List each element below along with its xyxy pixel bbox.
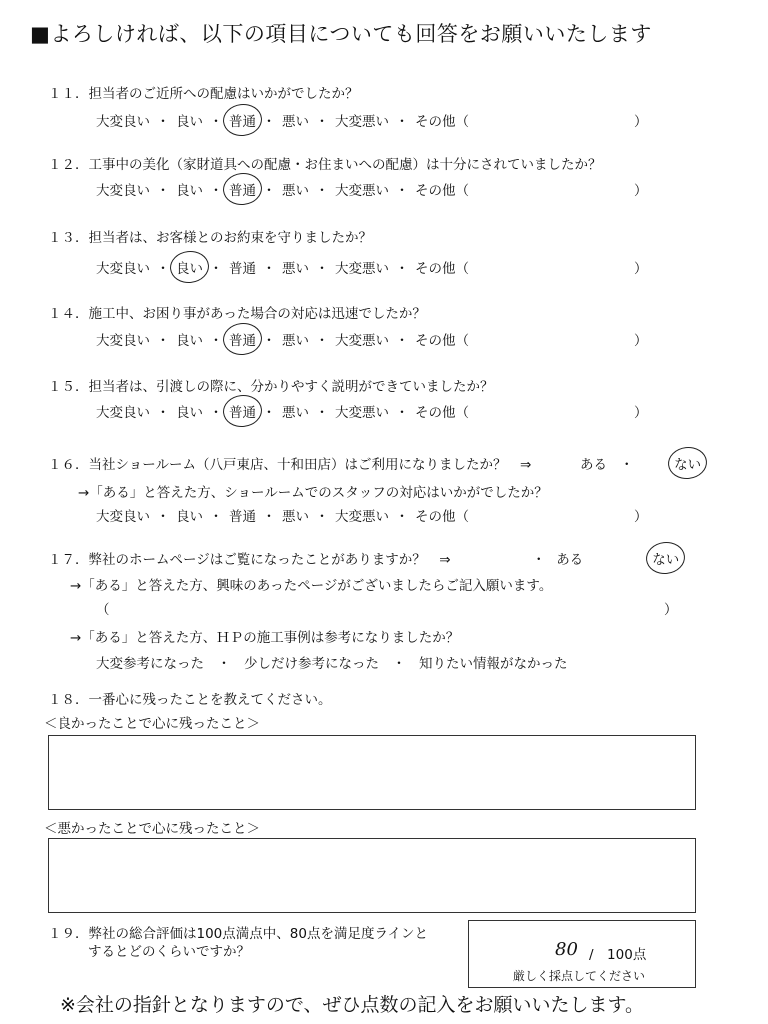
footer-note: ※会社の指針となりますので、ぜひ点数の記入をお願いいたします。 [60,994,645,1016]
q18-bad-label: ＜悪かったことで心に残ったこと＞ [44,821,260,837]
q16-opt-very-good[interactable]: 大変良い [96,509,150,525]
question-13: １３．担当者は、お客様とのお約束を守りましたか？ [48,230,372,246]
q12-opt-good[interactable]: 良い [176,183,203,199]
q13-opt-other[interactable]: その他（ [415,261,469,277]
q15-opt-bad[interactable]: 悪い [282,405,309,421]
q17-separator: ・ [532,552,546,568]
q17-followup-2: →「ある」と答えた方、ＨＰの施工事例は参考になりましたか？ [70,630,460,646]
q15-opt-average-selected[interactable]: 普通 [229,401,256,421]
question-19-line-1: １９．弊社の総合評価は100点満点中、80点を満足度ラインと [48,926,429,942]
q11-close-paren: ） [634,114,648,130]
q16-opt-bad[interactable]: 悪い [282,509,309,525]
q14-close-paren: ） [634,333,648,349]
q13-opt-bad[interactable]: 悪い [282,261,309,277]
q16-followup: →「ある」と答えた方、ショールームでのスタッフの対応はいかがでしたか？ [78,485,548,501]
q12-opt-other[interactable]: その他（ [415,183,469,199]
q14-opt-other[interactable]: その他（ [415,333,469,349]
score-box[interactable] [468,920,696,988]
q14-opt-good[interactable]: 良い [176,333,203,349]
q16-close-paren: ） [634,509,648,525]
q17-opt-somewhat-helpful[interactable]: 少しだけ参考になった [244,656,379,672]
question-14: １４．施工中、お困り事があった場合の対応は迅速でしたか？ [48,306,426,322]
q14-opt-very-bad[interactable]: 大変悪い [335,333,389,349]
question-18: １８．一番心に残ったことを教えてください。 [48,692,332,708]
q13-options: 大変良い ・ 良い ・ 普通 ・ 悪い ・ 大変悪い ・ その他（ [96,257,469,277]
q12-options: 大変良い ・ 良い ・ 普通 ・ 悪い ・ 大変悪い ・ その他（ [96,179,469,199]
q11-opt-average-selected[interactable]: 普通 [229,110,256,130]
question-16: １６．当社ショールーム（八戸東店、十和田店）はご利用になりましたか？ ⇒ [48,457,532,473]
q15-options: 大変良い ・ 良い ・ 普通 ・ 悪い ・ 大変悪い ・ その他（ [96,401,469,421]
q15-opt-very-good[interactable]: 大変良い [96,405,150,421]
q17-followup-1: →「ある」と答えた方、興味のあったページがございましたらご記入願います。 [70,578,553,594]
q12-opt-bad[interactable]: 悪い [282,183,309,199]
q15-opt-good[interactable]: 良い [176,405,203,421]
question-17: １７．弊社のホームページはご覧になったことがありますか？ ⇒ [48,552,451,568]
q13-opt-average[interactable]: 普通 [229,261,256,277]
q12-opt-very-good[interactable]: 大変良い [96,183,150,199]
q15-opt-other[interactable]: その他（ [415,405,469,421]
q11-opt-very-bad[interactable]: 大変悪い [335,114,389,130]
q11-opt-very-good[interactable]: 大変良い [96,114,150,130]
q11-opt-other[interactable]: その他（ [415,114,469,130]
question-12: １２．工事中の美化（家財道具への配慮・お住まいへの配慮）は十分にされていましたか？ [48,157,602,173]
page-title: ■よろしければ、以下の項目についても回答をお願いいたします [30,22,652,46]
q16-separator: ・ [620,457,634,473]
q17-opt-not-helpful[interactable]: 知りたい情報がなかった [419,656,568,672]
question-11: １１．担当者のご近所への配慮はいかがでしたか？ [48,86,359,102]
q14-options: 大変良い ・ 良い ・ 普通 ・ 悪い ・ 大変悪い ・ その他（ [96,329,469,349]
q16-opt-yes[interactable]: ある [580,457,607,473]
q16-opt-very-bad[interactable]: 大変悪い [335,509,389,525]
q16-opt-no-selected[interactable]: ない [674,453,701,473]
q17-opt-very-helpful[interactable]: 大変参考になった [96,656,204,672]
q18-bad-textbox[interactable] [48,838,696,913]
q13-opt-very-bad[interactable]: 大変悪い [335,261,389,277]
q18-good-textbox[interactable] [48,735,696,810]
q16-options: 大変良い ・ 良い ・ 普通 ・ 悪い ・ 大変悪い ・ その他（ [96,505,469,525]
question-19-line-2: するとどのくらいですか？ [88,944,250,960]
q14-opt-very-good[interactable]: 大変良い [96,333,150,349]
q17-opt-yes[interactable]: ある [556,552,584,568]
q17-hp-options: 大変参考になった ・ 少しだけ参考になった ・ 知りたい情報がなかった [96,652,568,672]
q17-close-paren: ） [664,602,678,618]
question-15: １５．担当者は、引渡しの際に、分かりやすく説明ができていましたか？ [48,379,494,395]
q15-close-paren: ） [634,405,648,421]
handwritten-score: 80 [555,939,578,960]
q16-opt-other[interactable]: その他（ [415,509,469,525]
q17-open-paren: （ [96,602,110,618]
q11-opt-bad[interactable]: 悪い [282,114,309,130]
q18-good-label: ＜良かったことで心に残ったこと＞ [44,716,260,732]
q12-opt-very-bad[interactable]: 大変悪い [335,183,389,199]
score-max: / 100点 [589,947,647,963]
q11-opt-good[interactable]: 良い [176,114,203,130]
q11-options: 大変良い ・ 良い ・ 普通 ・ 悪い ・ 大変悪い ・ その他（ [96,110,469,130]
q17-opt-no-selected[interactable]: ない [652,548,679,568]
q13-close-paren: ） [634,261,648,277]
q14-opt-bad[interactable]: 悪い [282,333,309,349]
q13-opt-good-selected[interactable]: 良い [176,257,203,277]
q16-opt-good[interactable]: 良い [176,509,203,525]
q13-opt-very-good[interactable]: 大変良い [96,261,150,277]
q12-opt-average-selected[interactable]: 普通 [229,179,256,199]
q15-opt-very-bad[interactable]: 大変悪い [335,405,389,421]
score-note: 厳しく採点してください [513,969,646,983]
q12-close-paren: ） [634,183,648,199]
q14-opt-average-selected[interactable]: 普通 [229,329,256,349]
q16-opt-average[interactable]: 普通 [229,509,256,525]
